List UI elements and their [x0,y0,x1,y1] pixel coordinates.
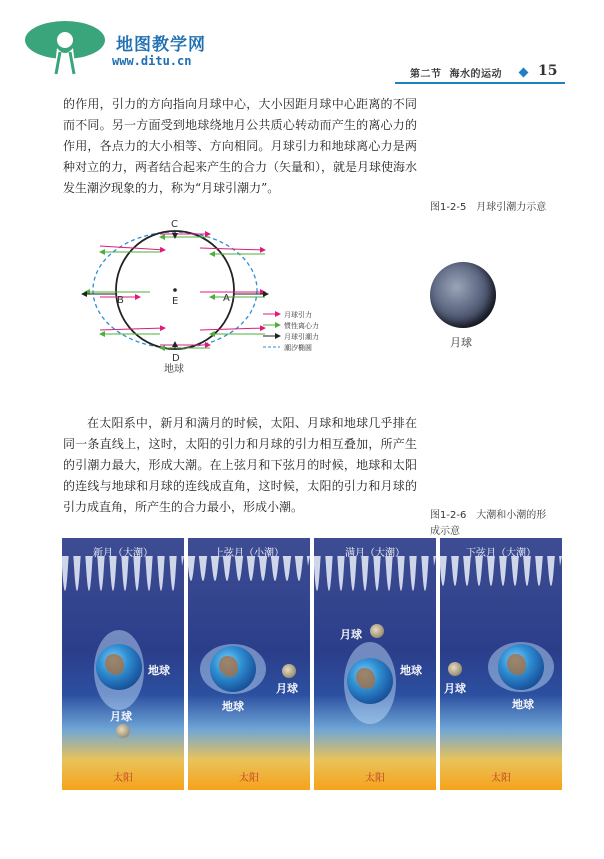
panel-new-moon [62,538,184,790]
earth-label: 地球 [148,664,170,677]
ocean-wave [314,556,436,616]
moon-icon [282,664,296,678]
label-earth: 地球 [164,364,184,375]
legend-tidal: 月球引潮力 [284,333,319,341]
label-b: B [117,295,124,306]
label-d: D [172,353,180,364]
earth-icon [96,644,142,690]
tidal-force-diagram [60,212,380,382]
body-paragraph-1: 的作用，引力的方向指向月球中心，大小因距月球中心距离的不同而不同。另一方面受到地球绕地月公共质心转动而产生的离心力的作用，各点力的大小相等、方向相同。月球引力和地球离心力是两种对立的力，两者结合起来产生的合力（矢量和），就是月球使海水发生潮汐现象的力，称为“月球引潮力”。 [63,97,418,195]
legend-ellipse: 潮汐椭圆 [284,344,312,352]
panel-full-moon [314,538,436,790]
earth-icon [210,646,256,692]
earth-icon [498,644,544,690]
panel-title: 上弦月（小潮） [214,548,284,559]
moon-icon [116,724,130,738]
panel-title: 满月（大潮） [345,548,405,559]
panel-first-quarter [188,538,310,790]
earth-label: 地球 [512,698,534,711]
earth-icon [347,658,393,704]
moon-label: 月球 [110,710,132,723]
diamond-icon [519,68,529,78]
panel-title: 下弦月（大潮） [466,548,536,559]
moon-label: 月球 [340,628,362,641]
page-number: 15 [538,63,558,79]
section-title [410,65,502,80]
earth-label: 地球 [222,700,244,713]
panel-last-quarter [440,538,562,790]
section-number: 第二节 [410,69,442,80]
figure-5-caption: 图1-2-5 月球引潮力示意 [430,202,547,213]
ocean-wave [440,556,562,616]
label-e: E [172,296,179,307]
moon-label: 月球 [276,682,298,695]
site-url[interactable]: www.ditu.cn [112,54,192,68]
figure-6-caption: 图1-2-6 大潮和小潮的形成示意 [430,510,547,537]
legend-centrifugal: 惯性离心力 [284,322,319,330]
site-logo [20,18,110,76]
moon-icon [448,662,462,676]
moon-icon [370,624,384,638]
label-a: A [223,293,230,304]
sun-label: 太阳 [239,773,259,784]
body-paragraph-2: 在太阳系中，新月和满月的时候，太阳、月球和地球几乎排在同一条直线上，这时，太阳的引力和月球的引力相互叠加，所产生的引潮力最大，形成大潮。在上弦月和下弦月的时候，地球和太阳的连线与地球和月球的连线成直角，这时候，太阳的引力和月球的引力成直角，所产生的合力最小，形成小潮。 [63,416,417,514]
moon-image [430,262,496,328]
panel-title: 新月（大潮） [93,548,153,559]
sun-label: 太阳 [365,773,385,784]
tide-formation-figure [62,538,562,790]
earth-label: 地球 [400,664,422,677]
header-rule [395,82,565,84]
earth-center-dot [173,288,177,292]
moon-label: 月球 [444,682,466,695]
legend-gravity: 月球引力 [284,311,312,319]
ocean-wave [188,556,310,616]
label-c: C [171,219,178,230]
moon-label: 月球 [450,336,472,349]
site-name: 地图教学网 [116,35,206,55]
sun-label: 太阳 [491,773,511,784]
sun-label: 太阳 [113,773,133,784]
ocean-wave [62,556,184,616]
section-name: 海水的运动 [449,69,502,80]
